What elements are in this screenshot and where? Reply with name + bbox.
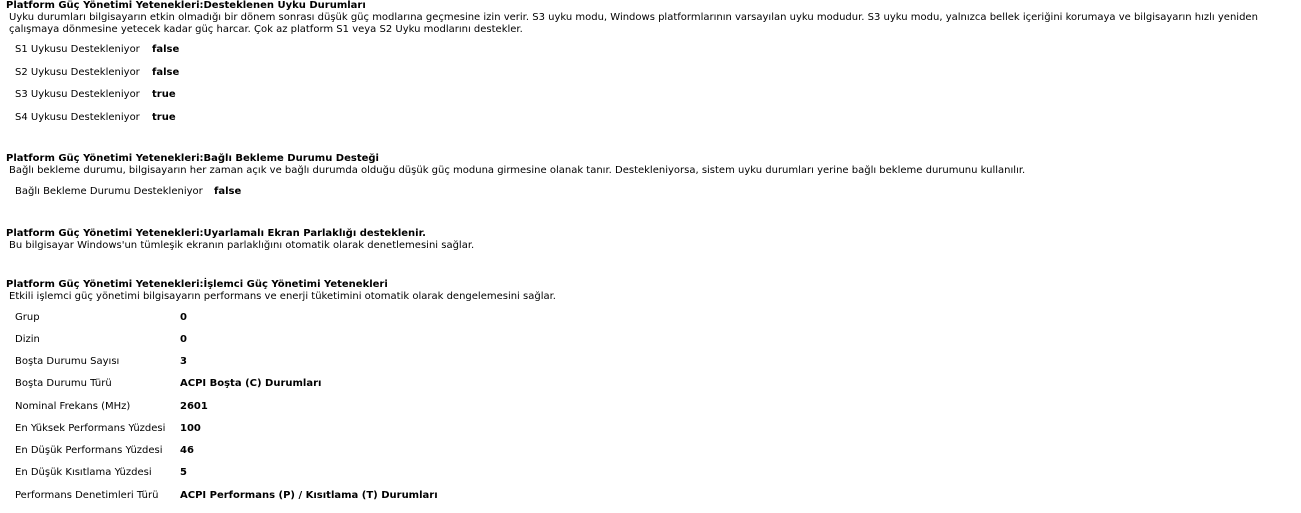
property-value: 100 [180,423,201,434]
property-row [15,67,179,79]
property-label: En Düşük Performans Yüzdesi [15,445,163,456]
property-value: 2601 [180,401,208,412]
property-row [15,445,194,457]
property-row [15,490,438,502]
property-row [15,334,187,346]
property-row [15,112,176,124]
property-row [15,89,176,101]
property-value: 0 [180,334,187,345]
property-label: En Düşük Kısıtlama Yüzdesi [15,467,152,478]
property-row [15,423,201,435]
property-row [15,186,241,198]
property-label: S1 Uykusu Destekleniyor [15,44,140,55]
processor-power-header [6,279,1281,303]
property-value: false [152,67,180,78]
section-title: Platform Güç Yönetimi Yetenekleri:Bağlı Bekleme Durumu Desteği [6,153,379,164]
property-value: false [152,44,180,55]
property-label: En Yüksek Performans Yüzdesi [15,423,166,434]
property-label: S4 Uykusu Destekleniyor [15,112,140,123]
property-row [15,356,187,368]
property-label: Bağlı Bekleme Durumu Destekleniyor [15,186,203,197]
property-value: 46 [180,445,194,456]
property-value: ACPI Boşta (C) Durumları [180,378,322,389]
property-row [15,467,187,479]
property-label: Grup [15,312,40,323]
section-description: Uyku durumları bilgisayarın etkin olmadığı bir dönem sonrası düşük güç modlarına geçmesine izin verir. S3 uyku modu, Windows platformlarının varsayılan uyku modudur. S3 uyku modu, yalnızca bellek içeriğini korumaya ve bilgisayarın hızlı yeniden çalışmaya dönmesine yetecek kadar güç harcar. Çok az platform S1 veya S2 Uyku modlarını destekler. [9,12,1258,35]
property-row [15,378,321,390]
property-value: false [214,186,242,197]
property-value: true [152,112,176,123]
section-description: Bağlı bekleme durumu, bilgisayarın her zaman açık ve bağlı durumda olduğu düşük güç moduna girmesine olanak tanır. Destekleniyorsa, sistem uyku durumları yerine bağlı bekleme durumunu kullanılır. [9,165,1026,176]
section-description: Bu bilgisayar Windows'un tümleşik ekranın parlaklığını otomatik olarak denetlemesini sağlar. [9,240,475,251]
property-value: true [152,89,176,100]
property-label: Performans Denetimleri Türü [15,490,159,501]
property-label: Nominal Frekans (MHz) [15,401,131,412]
property-label: Dizin [15,334,40,345]
adaptive-brightness-header [6,228,1281,252]
property-value: 5 [180,467,187,478]
property-label: Boşta Durumu Türü [15,378,112,389]
section-title: Platform Güç Yönetimi Yetenekleri:Desteklenen Uyku Durumları [6,0,366,11]
property-value: 0 [180,312,187,323]
property-label: Boşta Durumu Sayısı [15,356,120,367]
sleep-states-header [6,0,1281,36]
property-row [15,44,179,56]
section-description: Etkili işlemci güç yönetimi bilgisayarın performans ve enerji tüketimini otomatik olarak dengelemesini sağlar. [9,291,556,302]
property-row [15,401,208,413]
connected-standby-header [6,153,1281,177]
section-title: Platform Güç Yönetimi Yetenekleri:İşlemci Güç Yönetimi Yetenekleri [6,279,388,290]
property-value: ACPI Performans (P) / Kısıtlama (T) Durumları [180,490,438,501]
property-label: S2 Uykusu Destekleniyor [15,67,140,78]
property-row [15,312,187,324]
property-label: S3 Uykusu Destekleniyor [15,89,140,100]
section-title: Platform Güç Yönetimi Yetenekleri:Uyarlamalı Ekran Parlaklığı desteklenir. [6,228,426,239]
property-value: 3 [180,356,187,367]
